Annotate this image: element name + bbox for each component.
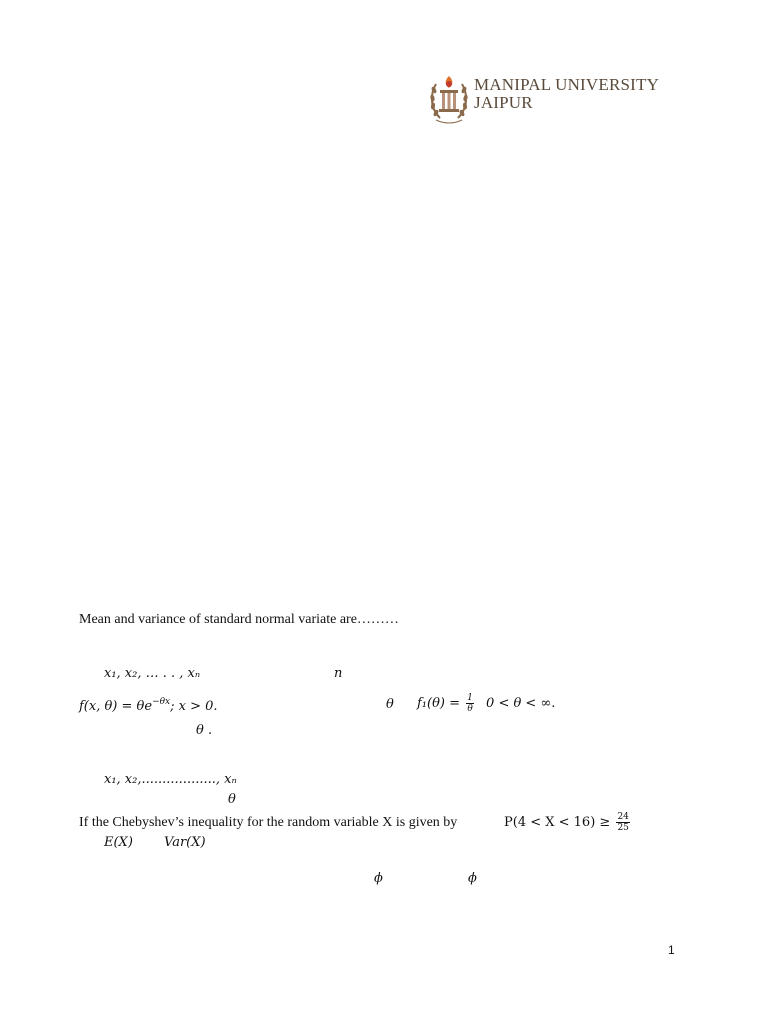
phi-symbol-1: ϕ <box>374 871 383 886</box>
phi-symbol-2: ϕ <box>468 871 477 886</box>
prior-range: 0 < θ < ∞. <box>486 696 556 711</box>
question-mean-variance: Mean and variance of standard normal variate are……… <box>79 612 399 627</box>
sample-variables: x₁, x₂, … . . , xₙ <box>104 666 201 681</box>
chebyshev-probability: P(4 < X < 16) ≥ <box>504 815 611 830</box>
university-name-line1: MANIPAL UNIVERSITY <box>474 75 660 94</box>
variance-x: Var(X) <box>164 835 206 850</box>
prior-distribution <box>417 693 555 714</box>
theta-dot: θ . <box>196 723 213 738</box>
expectation-x: E(X) <box>104 835 133 850</box>
university-emblem-icon <box>428 72 470 126</box>
university-name-line2: JAIPUR <box>474 93 533 112</box>
pdf-expression <box>79 697 218 714</box>
university-name <box>474 76 659 112</box>
chebyshev-inequality <box>504 812 632 833</box>
university-logo <box>428 72 668 128</box>
chebyshev-numerator: 24 <box>617 812 629 822</box>
prior-lhs: f₁(θ) = <box>417 696 461 711</box>
prior-numerator: 1 <box>467 693 473 703</box>
sample-size-n: n <box>334 666 343 681</box>
chebyshev-denominator: 25 <box>617 823 629 833</box>
pdf-exponent: −θx <box>152 697 171 707</box>
pdf-condition: ; x > 0. <box>170 699 218 714</box>
theta-symbol-2: θ <box>228 792 236 807</box>
page-number: 1 <box>668 943 675 957</box>
pdf-lhs: f(x, θ) = θe <box>79 699 153 714</box>
theta-symbol-1: θ <box>386 697 394 712</box>
sample-variables-2: x₁, x₂,.................., xₙ <box>104 772 237 787</box>
prior-denominator: θ <box>467 704 473 714</box>
prior-fraction <box>466 693 474 714</box>
question-chebyshev: If the Chebyshev’s inequality for the random variable X is given by <box>79 815 458 830</box>
chebyshev-fraction <box>616 812 629 833</box>
